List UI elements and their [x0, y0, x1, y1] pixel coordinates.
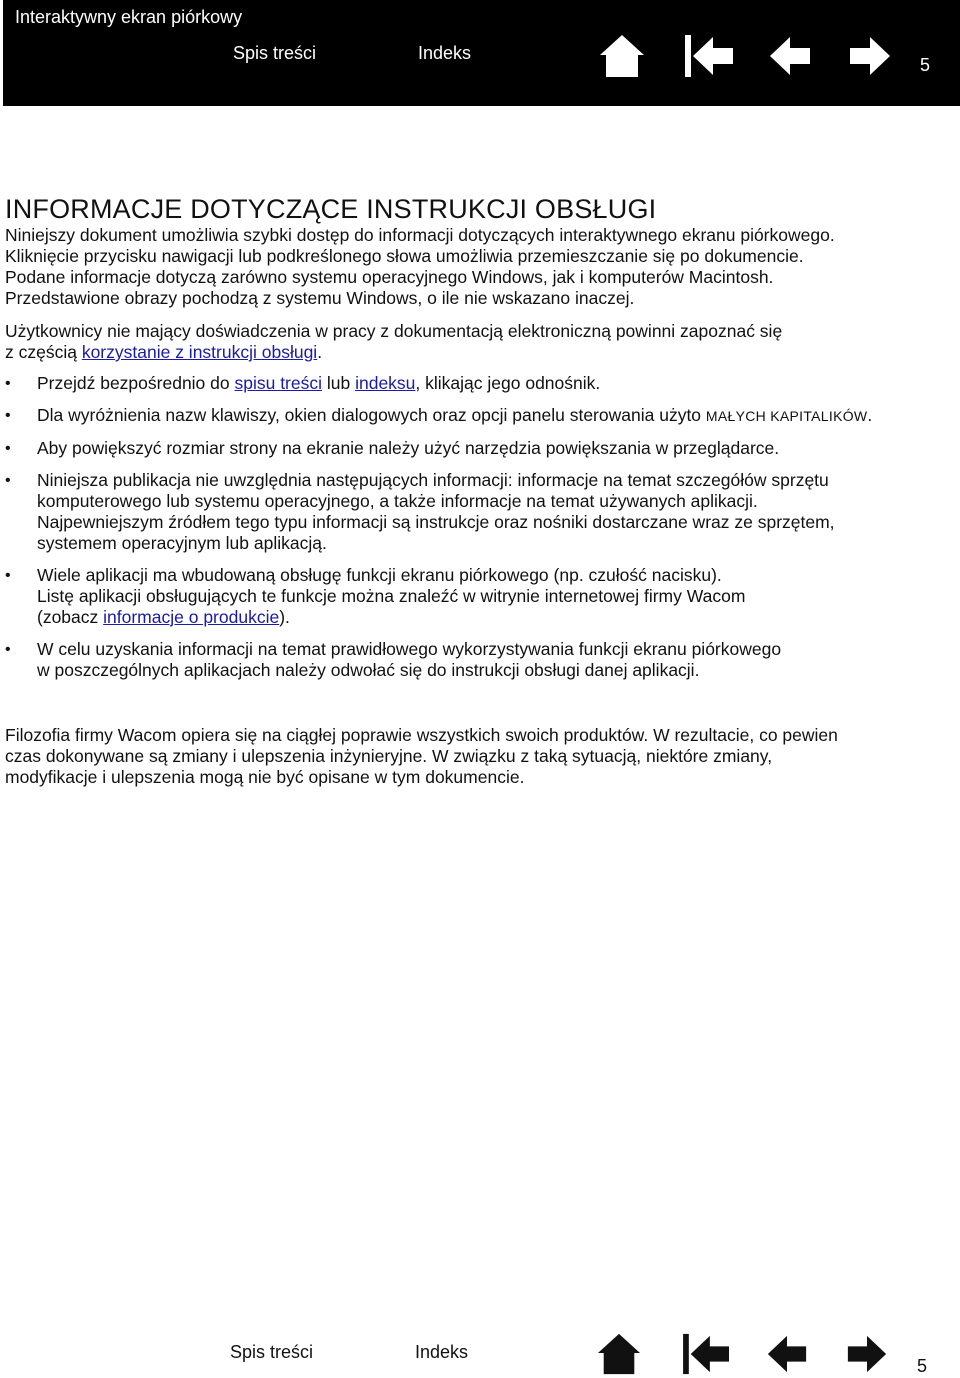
- home-icon[interactable]: [595, 1332, 643, 1376]
- index-link[interactable]: Indeks: [415, 1342, 469, 1362]
- list-text: ).: [279, 607, 290, 627]
- list-item: [5, 565, 957, 628]
- list-item: [5, 373, 957, 394]
- toc-link[interactable]: Spis treści: [230, 1342, 314, 1362]
- list-text: .: [867, 405, 873, 425]
- first-page-icon[interactable]: [683, 33, 737, 79]
- list-text: Dla wyróżnienia nazw klawiszy, okien dialogowych oraz opcji panelu sterowania użyto: [37, 405, 706, 425]
- list-text: Aby powiększyć rozmiar strony na ekranie należy użyć narzędzia powiększania w przeglądarce.: [37, 438, 780, 458]
- closing-line: Filozofia firmy Wacom opiera się na ciągłej poprawie wszystkich swoich produktów. W rezultacie, co pewien: [5, 725, 838, 745]
- bullet-dot: •: [5, 567, 11, 584]
- small-caps-text: MAŁYCH KAPITALIKÓW: [705, 408, 868, 424]
- novice-prefix: z częścią: [5, 342, 82, 362]
- toc-inline-link[interactable]: spisu treści: [234, 373, 323, 393]
- list-text: w poszczególnych aplikacjach należy odwołać się do instrukcji obsługi danej aplikacji.: [37, 660, 700, 680]
- product-info-link[interactable]: informacje o produkcie: [103, 607, 280, 627]
- closing-line: czas dokonywane są zmiany i ulepszenia inżynieryjne. W związku z taką sytuacją, niektóre zmiany,: [5, 746, 773, 766]
- previous-page-icon[interactable]: [768, 33, 812, 79]
- list-text: Przejdź bezpośrednio do: [37, 373, 235, 393]
- document-title: Interaktywny ekran piórkowy: [15, 7, 243, 27]
- list-text: Niniejsza publikacja nie uwzględnia następujących informacji: informacje na temat szczegółów sprzętu: [37, 470, 829, 490]
- page-number: 5: [920, 55, 931, 75]
- bullet-dot: •: [5, 407, 11, 424]
- index-link[interactable]: Indeks: [418, 43, 472, 63]
- list-item: [5, 639, 957, 681]
- list-text: , klikając jego odnośnik.: [415, 373, 601, 393]
- list-text: systemem operacyjnym lub aplikacją.: [37, 533, 327, 553]
- list-item: [5, 470, 957, 554]
- closing-line: modyfikacje i ulepszenia mogą nie być opisane w tym dokumencie.: [5, 767, 525, 787]
- list-item: [5, 405, 957, 427]
- intro-line: Kliknięcie przycisku nawigacji lub podkreślonego słowa umożliwia przemieszczanie się po dokumencie.: [5, 246, 804, 266]
- page-number: 5: [917, 1356, 928, 1376]
- novice-suffix: .: [317, 342, 323, 362]
- intro-line: Niniejszy dokument umożliwia szybki dostęp do informacji dotyczących interaktywnego ekranu piórkowego.: [5, 225, 835, 245]
- intro-paragraph: [5, 225, 957, 309]
- next-page-icon[interactable]: [848, 33, 892, 79]
- bullet-dot: •: [5, 440, 11, 457]
- novice-paragraph: [5, 321, 957, 363]
- top-navigation-bar: [3, 0, 960, 106]
- list-item: [5, 438, 957, 459]
- first-page-icon[interactable]: [680, 1332, 734, 1376]
- list-text: (zobacz: [37, 607, 104, 627]
- intro-line: Podane informacje dotyczą zarówno systemu operacyjnego Windows, jak i komputerów Macintosh.: [5, 267, 774, 287]
- using-manual-link[interactable]: korzystanie z instrukcji obsługi: [81, 342, 318, 362]
- bullet-dot: •: [5, 472, 11, 489]
- bullet-list: [5, 373, 957, 681]
- list-text: lub: [322, 373, 356, 393]
- page-heading: INFORMACJE DOTYCZĄCE INSTRUKCJI OBSŁUGI: [5, 194, 657, 224]
- previous-page-icon[interactable]: [765, 1332, 809, 1376]
- list-text: Wiele aplikacji ma wbudowaną obsługę funkcji ekranu piórkowego (np. czułość nacisku).: [37, 565, 722, 585]
- index-inline-link[interactable]: indeksu: [355, 373, 416, 393]
- list-text: Listę aplikacji obsługujących te funkcje można znaleźć w witrynie internetowej firmy Wacom: [37, 586, 746, 606]
- bullet-dot: •: [5, 375, 11, 392]
- closing-paragraph: [5, 725, 957, 788]
- bullet-dot: •: [5, 641, 11, 658]
- main-content: [5, 193, 957, 788]
- next-page-icon[interactable]: [845, 1332, 889, 1376]
- list-text: komputerowego lub systemu operacyjnego, a także informacje na temat używanych aplikacji.: [37, 491, 758, 511]
- toc-link[interactable]: Spis treści: [233, 43, 317, 63]
- bottom-navigation-bar: [0, 1332, 960, 1378]
- home-icon[interactable]: [598, 33, 646, 79]
- list-text: Najpewniejszym źródłem tego typu informacji są instrukcje oraz nośniki dostarczane wraz ze sprzętem,: [37, 512, 835, 532]
- list-text: W celu uzyskania informacji na temat prawidłowego wykorzystywania funkcji ekranu piórkowego: [37, 639, 782, 659]
- novice-line: Użytkownicy nie mający doświadczenia w pracy z dokumentacją elektroniczną powinni zapoznać się: [5, 321, 783, 341]
- intro-line: Przedstawione obrazy pochodzą z systemu Windows, o ile nie wskazano inaczej.: [5, 288, 635, 308]
